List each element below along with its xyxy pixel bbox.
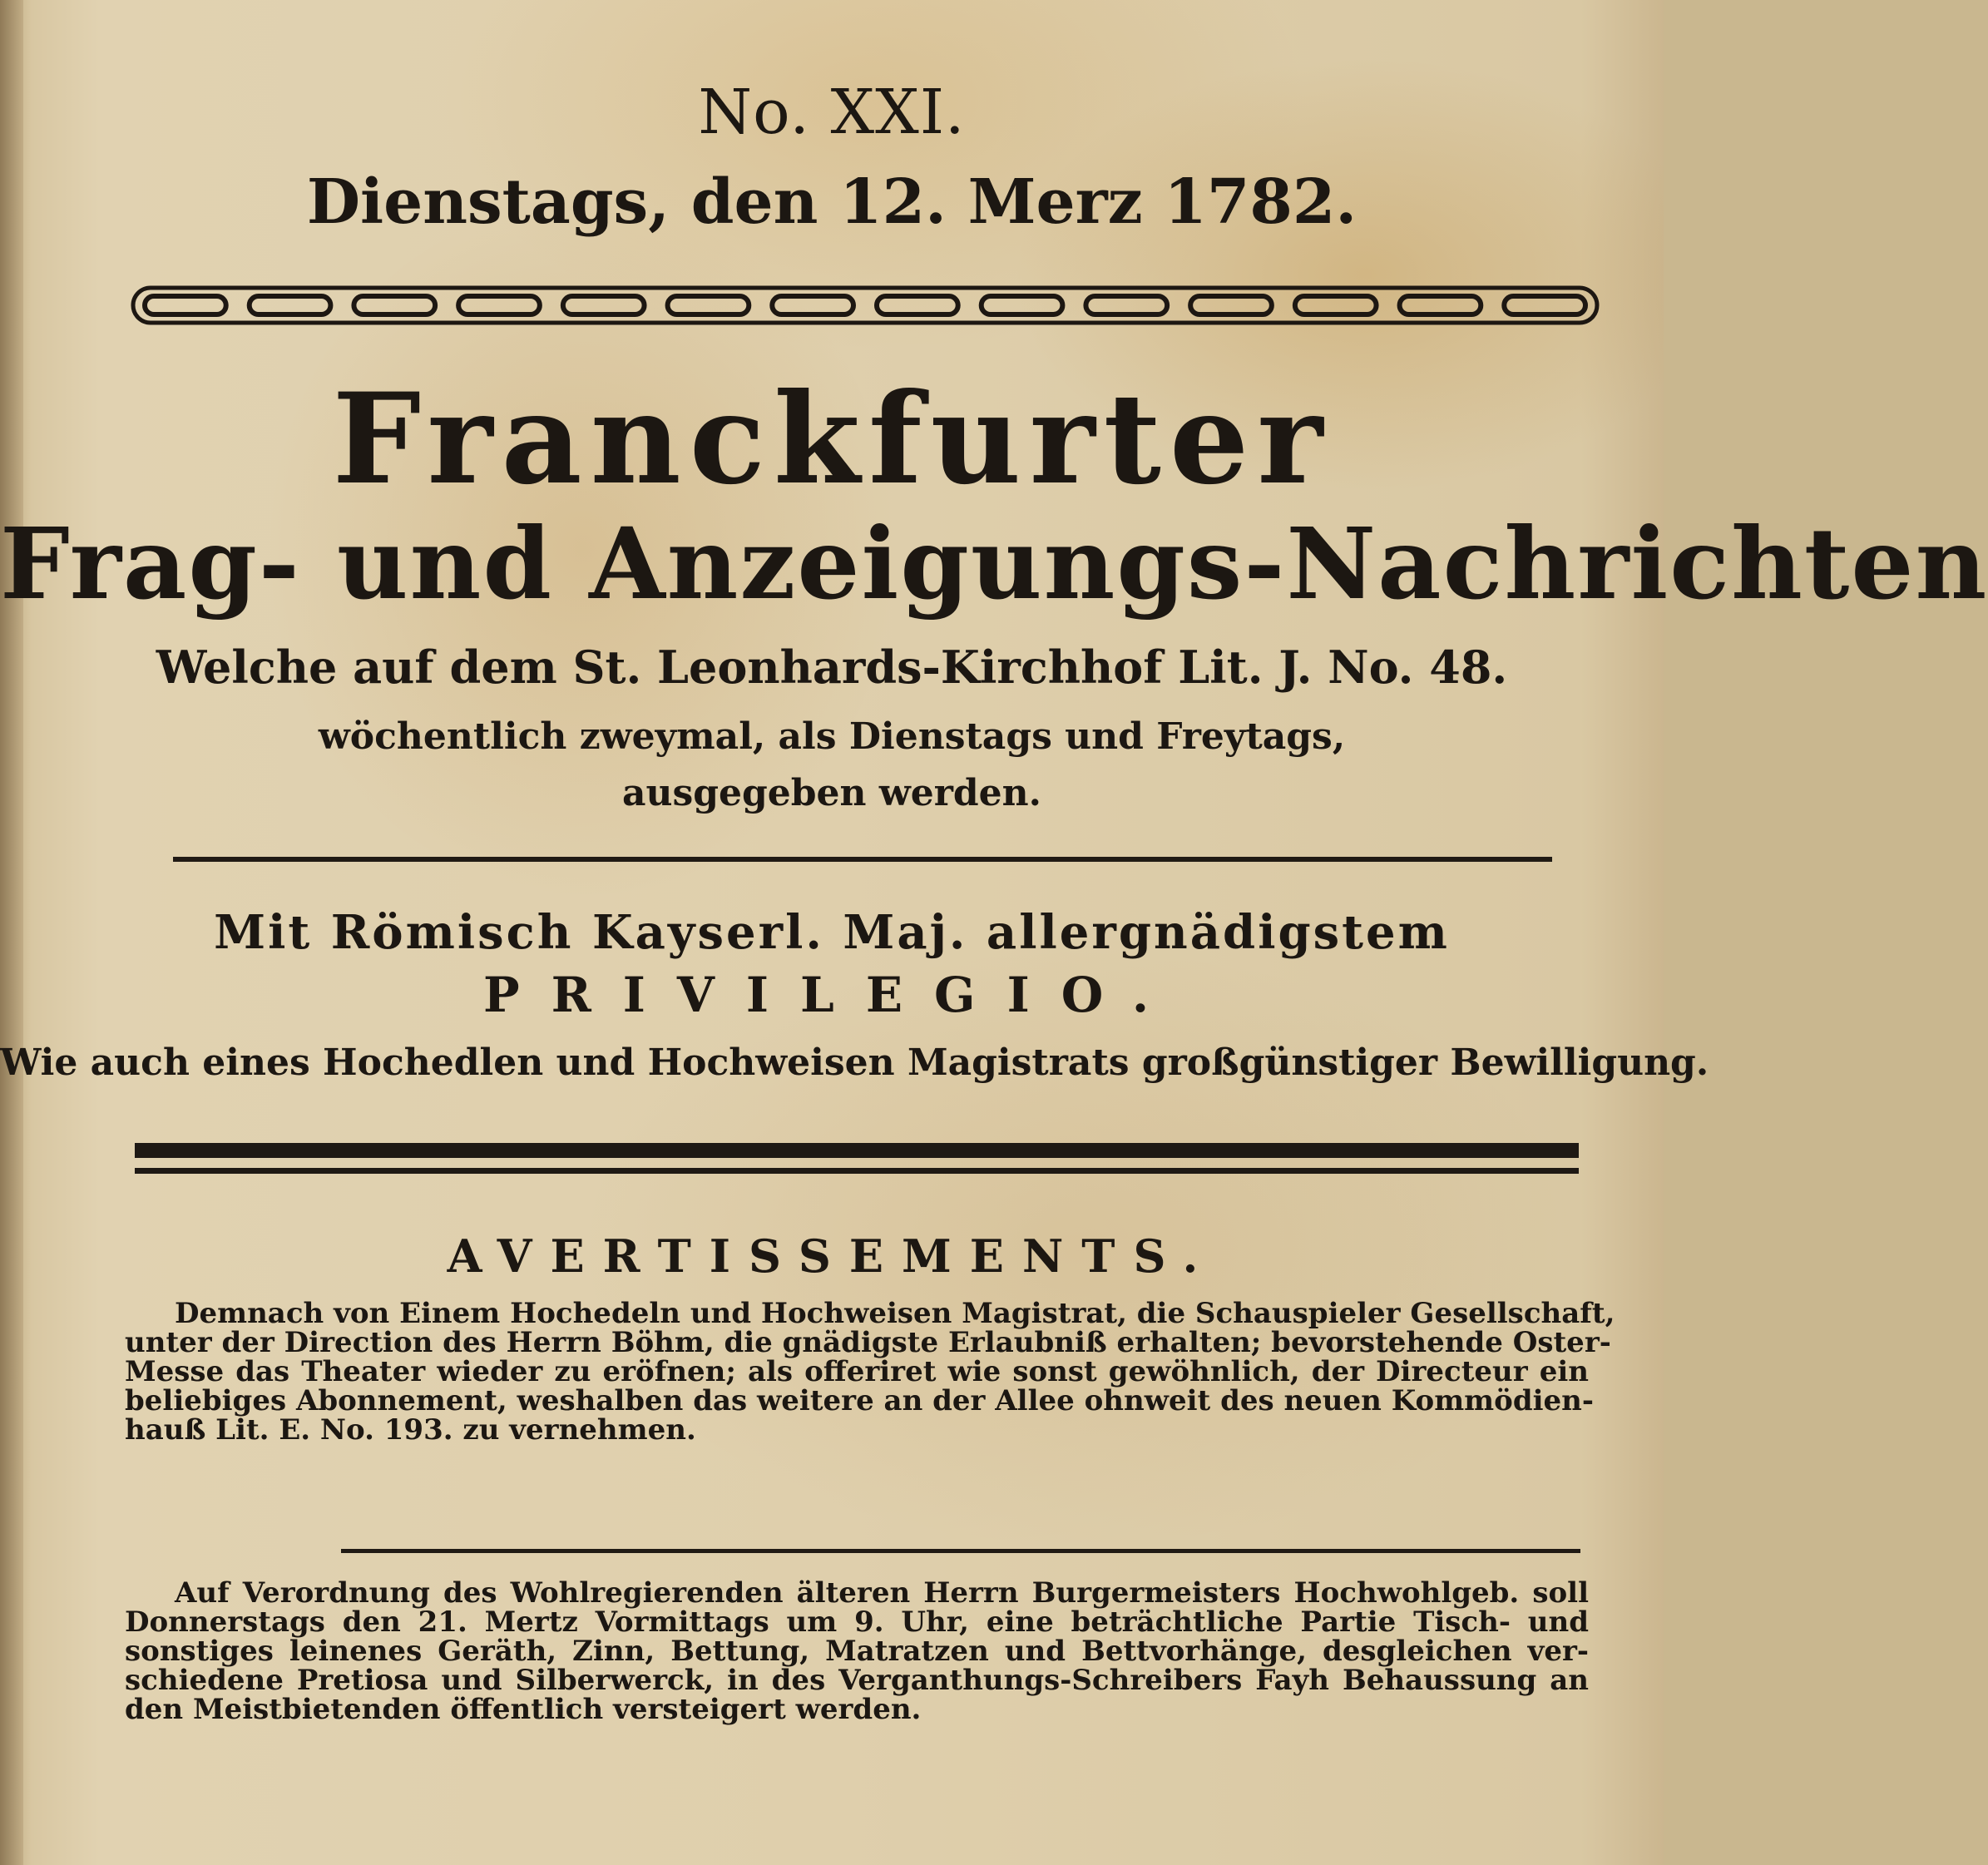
chain-link (1085, 296, 1167, 314)
notice-line: Auf Verordnung des Wohlregierenden älteren Herrn Burgermeisters Hochwohlgeb. soll (175, 1576, 1589, 1610)
chain-link (668, 296, 749, 314)
notice-line: beliebiges Abonnement, weshalben das weitere an der Allee ohnweit des neuen Kommödien- (125, 1384, 1594, 1417)
ornamental-chain-border (133, 284, 1597, 326)
chain-link (772, 296, 853, 314)
notice-line: sonstiges leinenes Geräth, Zinn, Bettung, Matratzen und Bettvorhänge, desgleichen ver- (125, 1635, 1589, 1668)
divider-rule (173, 857, 1552, 862)
notice-line: unter der Direction des Herrn Böhm, die gnädigste Erlaubniß erhalten; bevorstehende Oster- (125, 1326, 1611, 1359)
section-heading: AVERTISSEMENTS. (447, 1229, 1217, 1283)
notice-line: hauß Lit. E. No. 193. zu vernehmen. (125, 1413, 696, 1447)
notice-line: Donnerstags den 21. Mertz Vormittags um 9. Uhr, eine beträchtliche Partie Tisch- und (125, 1605, 1589, 1639)
chain-link (458, 296, 540, 314)
heavy-divider-underline (135, 1168, 1579, 1174)
chain-link (1504, 296, 1585, 314)
notice-divider-rule (341, 1549, 1580, 1553)
notice-line: schiedene Pretiosa und Silberwerck, in des Verganthungs-Schreibers Fayh Behaussung an (125, 1664, 1589, 1697)
chain-link (1190, 296, 1272, 314)
magistrate-approval: Wie auch eines Hochedlen und Hochweisen Magistrats großgünstiger Bewilligung. (0, 1041, 1709, 1084)
newspaper-title-sub: Frag- und Anzeigungs-Nachrichten (0, 506, 1988, 621)
publication-schedule-end: ausgegeben werden. (622, 772, 1041, 814)
chain-link (877, 296, 958, 314)
privilege-heading: PRIVILEGIO. (482, 967, 1181, 1023)
publication-schedule: wöchentlich zweymal, als Dienstags und Freytags, (318, 715, 1346, 758)
chain-link (250, 296, 331, 314)
publisher-address: Welche auf dem St. Leonhards-Kirchhof Lit. J. No. 48. (156, 641, 1508, 694)
newspaper-title-main: Franckfurter (332, 366, 1332, 512)
heavy-divider-rule (135, 1143, 1579, 1158)
notice-theatre (125, 1297, 1615, 1447)
privilege-line: Mit Römisch Kayserl. Maj. allergnädigstem (214, 905, 1450, 960)
notice-line: den Meistbietenden öffentlich versteigert werden. (125, 1693, 922, 1726)
chain-link (145, 296, 226, 314)
notice-line: Messe das Theater wieder zu eröfnen; als offeriret wie sonst gewöhnlich, der Directeur ein (125, 1355, 1589, 1388)
notice-line: Demnach von Einem Hochedeln und Hochweisen Magistrat, die Schauspieler Gesellschaft, (175, 1297, 1615, 1330)
notice-auction (125, 1576, 1589, 1726)
chain-link (982, 296, 1063, 314)
chain-link (1400, 296, 1481, 314)
chain-link (1295, 296, 1377, 314)
issue-date: Dienstags, den 12. Merz 1782. (306, 166, 1357, 238)
issue-number: No. XXI. (698, 77, 966, 148)
chain-link (563, 296, 645, 314)
chain-link (354, 296, 435, 314)
